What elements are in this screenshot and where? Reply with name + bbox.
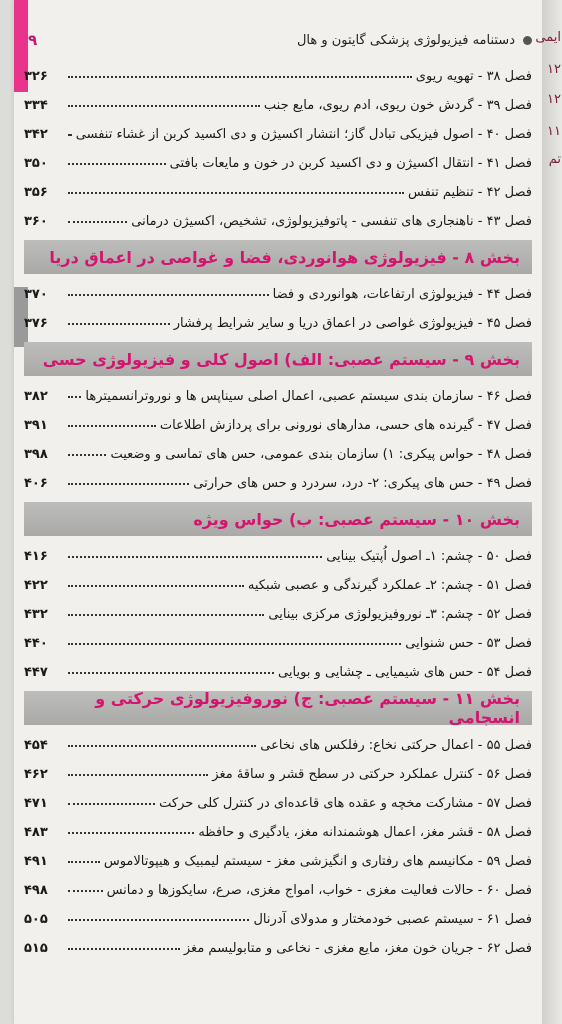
toc-row[interactable]: [24, 629, 532, 658]
book-page: [14, 0, 542, 1024]
dot-leader: [68, 556, 322, 558]
chapter-page-number: ۴۸۳: [24, 825, 48, 840]
section-heading: بخش ۸ - فیزیولوژی هوانوردی، فضا و غواصی در اعماق دریا: [24, 240, 532, 274]
toc-row[interactable]: [24, 789, 532, 818]
chapter-title: فصل ۵۵ - اعمال حرکتی نخاع: رفلکس های نخاعی: [260, 738, 532, 753]
edge-text-fragment: ۱۱: [547, 124, 561, 139]
dot-leader: [68, 832, 194, 834]
toc-row[interactable]: [24, 149, 532, 178]
edge-text-fragment: ایمی: [535, 30, 561, 45]
chapter-page-number: ۴۱۶: [24, 549, 48, 564]
chapter-page-number: ۳۷۰: [24, 287, 48, 302]
dot-leader: [68, 861, 100, 863]
dot-leader: [68, 396, 81, 398]
chapter-title: فصل ۶۰ - حالات فعالیت مغزی - خواب، امواج مغزی، صرع، سایکوزها و دمانس: [106, 883, 532, 898]
dot-leader: [68, 163, 166, 165]
dot-leader: [68, 294, 269, 296]
running-header: [24, 28, 532, 52]
section-heading: بخش ۹ - سیستم عصبی: الف) اصول کلی و فیزیولوژی حسی: [24, 342, 532, 376]
toc-row[interactable]: [24, 207, 532, 236]
bullet-icon: [523, 36, 532, 45]
chapter-title: فصل ۴۵ - فیزیولوژی غواصی در اعماق دریا و سایر شرایط پرفشار: [173, 316, 532, 331]
chapter-title: فصل ۴۲ - تنظیم تنفس: [408, 185, 532, 200]
chapter-page-number: ۳۹۸: [24, 447, 48, 462]
chapter-title: فصل ۵۷ - مشارکت مخچه و عقده های قاعده‌ای در کنترل کلی حرکت: [159, 796, 532, 811]
header-title: دستنامه فیزیولوژی پزشکی گایتون و هال: [296, 32, 515, 48]
toc-row[interactable]: [24, 760, 532, 789]
chapter-page-number: ۳۹۱: [24, 418, 48, 433]
chapter-title: فصل ۵۱ - چشم: ۲ـ عملکرد گیرندگی و عصبی شبکیه: [247, 578, 532, 593]
toc-row[interactable]: [24, 934, 532, 963]
toc-row[interactable]: [24, 658, 532, 687]
chapter-page-number: ۳۶۰: [24, 214, 48, 229]
chapter-title: فصل ۴۳ - ناهنجاری های تنفسی - پاتوفیزیولوژی، تشخیص، اکسیژن درمانی: [131, 214, 532, 229]
dot-leader: [68, 672, 274, 674]
section-heading: بخش ۱۰ - سیستم عصبی: ب) حواس ویژه: [24, 502, 532, 536]
toc-row[interactable]: [24, 309, 532, 338]
chapter-page-number: ۳۳۴: [24, 98, 48, 113]
dot-leader: [68, 483, 189, 485]
chapter-title: فصل ۳۹ - گردش خون ریوی، ادم ریوی، مایع جنب: [263, 98, 532, 113]
chapter-page-number: ۳۸۲: [24, 389, 48, 404]
dot-leader: [68, 76, 412, 78]
chapter-page-number: ۳۷۶: [24, 316, 48, 331]
next-page-edge: [535, 0, 562, 1024]
dot-leader: [68, 105, 260, 107]
section-heading: بخش ۱۱ - سیستم عصبی: ج) نوروفیزیولوژی حرکتی و انسجامی: [24, 691, 532, 725]
dot-leader: [68, 134, 72, 136]
chapter-page-number: ۵۱۵: [24, 941, 48, 956]
toc-row[interactable]: [24, 571, 532, 600]
edge-text-fragment: ۱۲: [547, 62, 561, 77]
dot-leader: [68, 643, 401, 645]
chapter-title: فصل ۴۹ - حس های پیکری: ۲- درد، سردرد و حس های حرارتی: [193, 476, 532, 491]
chapter-page-number: ۴۴۷: [24, 665, 48, 680]
chapter-title: فصل ۵۰ - چشم: ۱ـ اصول اُپتیک بینایی: [326, 549, 532, 564]
chapter-page-number: ۴۵۴: [24, 738, 48, 753]
toc-row[interactable]: [24, 178, 532, 207]
toc-row[interactable]: [24, 905, 532, 934]
dot-leader: [68, 192, 404, 194]
dot-leader: [68, 919, 249, 921]
dot-leader: [68, 221, 127, 223]
chapter-page-number: ۳۵۶: [24, 185, 48, 200]
chapter-page-number: ۴۲۲: [24, 578, 48, 593]
chapter-page-number: ۴۷۱: [24, 796, 48, 811]
chapter-page-number: ۴۹۸: [24, 883, 48, 898]
chapter-page-number: ۳۴۲: [24, 127, 48, 142]
dot-leader: [68, 803, 155, 805]
toc-row[interactable]: [24, 120, 532, 149]
edge-text-fragment: ۱۲: [547, 92, 561, 107]
chapter-page-number: ۴۶۲: [24, 767, 48, 782]
toc-row[interactable]: [24, 62, 532, 91]
table-of-contents: [24, 62, 532, 963]
chapter-title: فصل ۴۰ - اصول فیزیکی تبادل گاز؛ انتشار اکسیژن و دی اکسید کربن از غشاء تنفسی: [75, 127, 532, 142]
chapter-title: فصل ۵۳ - حس شنوایی: [405, 636, 532, 651]
dot-leader: [68, 614, 264, 616]
chapter-title: فصل ۵۶ - کنترل عملکرد حرکتی در سطح قشر و ساقهٔ مغز: [212, 767, 532, 782]
edge-text-fragment: تم: [548, 152, 561, 167]
chapter-title: فصل ۴۷ - گیرنده های حسی، مدارهای نورونی برای پردازش اطلاعات: [159, 418, 532, 433]
dot-leader: [68, 323, 170, 325]
chapter-title: فصل ۶۲ - جریان خون مغز، مایع مغزی - نخاعی و متابولیسم مغز: [183, 941, 532, 956]
dot-leader: [68, 425, 156, 427]
chapter-title: فصل ۴۸ - حواس پیکری: ۱) سازمان بندی عمومی، حس های تماسی و وضعیت: [110, 447, 532, 462]
toc-row[interactable]: [24, 542, 532, 571]
dot-leader: [68, 454, 106, 456]
chapter-title: فصل ۵۲ - چشم: ۳ـ نوروفیزیولوژی مرکزی بینایی: [268, 607, 532, 622]
chapter-title: فصل ۵۴ - حس های شیمیایی ـ چشایی و بویایی: [278, 665, 532, 680]
chapter-page-number: ۵۰۵: [24, 912, 48, 927]
dot-leader: [68, 745, 256, 747]
chapter-title: فصل ۵۸ - قشر مغز، اعمال هوشمندانه مغز، یادگیری و حافظه: [198, 825, 532, 840]
toc-row[interactable]: [24, 731, 532, 760]
toc-row[interactable]: [24, 91, 532, 120]
chapter-page-number: ۴۰۶: [24, 476, 48, 491]
chapter-title: فصل ۳۸ - تهویه ریوی: [415, 69, 532, 84]
toc-row[interactable]: [24, 280, 532, 309]
chapter-page-number: ۳۵۰: [24, 156, 48, 171]
chapter-page-number: ۳۲۶: [24, 69, 48, 84]
toc-row[interactable]: [24, 411, 532, 440]
page-number: ۹: [28, 31, 38, 49]
toc-row[interactable]: [24, 847, 532, 876]
chapter-title: فصل ۴۱ - انتقال اکسیژن و دی اکسید کربن در خون و مایعات بافتی: [169, 156, 532, 171]
dot-leader: [68, 948, 180, 950]
dot-leader: [68, 890, 103, 892]
toc-row[interactable]: [24, 818, 532, 847]
chapter-page-number: ۴۹۱: [24, 854, 48, 869]
chapter-title: فصل ۶۱ - سیستم عصبی خودمختار و مدولای آدرنال: [253, 912, 532, 927]
toc-row[interactable]: [24, 382, 532, 411]
chapter-title: فصل ۵۹ - مکانیسم های رفتاری و انگیزشی مغز - سیستم لیمبیک و هیپوتالاموس: [103, 854, 532, 869]
chapter-title: فصل ۴۴ - فیزیولوژی ارتفاعات، هوانوردی و فضا: [272, 287, 532, 302]
toc-row[interactable]: [24, 876, 532, 905]
dot-leader: [68, 585, 244, 587]
dot-leader: [68, 774, 208, 776]
toc-row[interactable]: [24, 469, 532, 498]
toc-row[interactable]: [24, 600, 532, 629]
chapter-page-number: ۴۴۰: [24, 636, 48, 651]
toc-row[interactable]: [24, 440, 532, 469]
chapter-title: فصل ۴۶ - سازمان بندی سیستم عصبی، اعمال اصلی سیناپس ها و نوروترانسمیترها: [85, 389, 532, 404]
chapter-page-number: ۴۳۲: [24, 607, 48, 622]
